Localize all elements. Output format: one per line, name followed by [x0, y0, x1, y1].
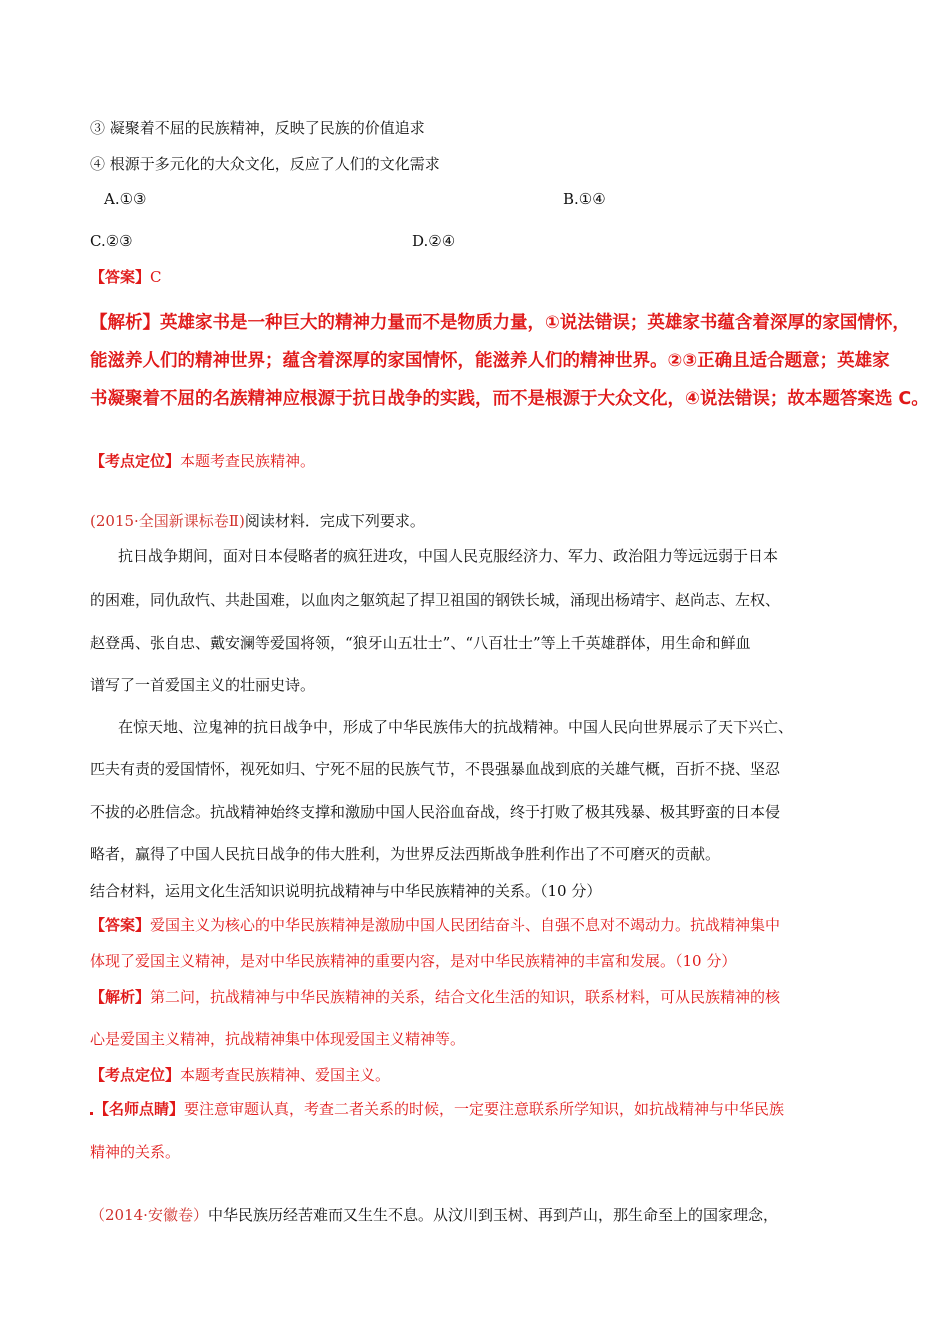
question2-mingshi-line-1: [94, 1098, 862, 1120]
question2-header: [90, 510, 862, 532]
question2-source: (2015·全国新课标卷Ⅱ): [90, 512, 245, 530]
option-d: D.②④: [412, 232, 456, 250]
question3-line: [90, 1204, 862, 1226]
para1-line-1: 抗日战争期间，面对日本侵略者的疯狂进攻，中国人民克服经济力、军力、政治阻力等远远弱于日本: [118, 547, 779, 565]
mingshi-tag: 【名师点睛】: [94, 1100, 185, 1118]
question1-kaodian: [90, 450, 862, 472]
answer-tag: 【答案】: [90, 268, 151, 286]
question2-prompt: 阅读材料．完成下列要求。: [244, 512, 425, 530]
question2-task: 结合材料，运用文化生活知识说明抗战精神与中华民族精神的关系。（10 分）: [90, 882, 602, 900]
question3-source: （2014·安徽卷）: [90, 1206, 208, 1224]
mingshi-text-1: 要注意审题认真，考查二者关系的时候，一定要注意联系所学知识，如抗战精神与中华民族: [184, 1100, 785, 1118]
question2-answer-line-1: [90, 914, 862, 936]
option-b: B.①④: [563, 190, 606, 208]
answer-value: C: [150, 268, 162, 286]
bullet-marker: [90, 1112, 93, 1115]
question2-mingshi-line-2: 精神的关系。: [90, 1143, 181, 1161]
answer-tag: 【答案】: [90, 916, 151, 934]
option-c: C.②③: [90, 232, 133, 250]
answer-text-1: 爱国主义为核心的中华民族精神是激励中国人民团结奋斗、自强不息对不竭动力。抗战精神集中: [150, 916, 781, 934]
kaodian-tag: 【考点定位】: [90, 452, 181, 470]
question2-jiexi-line-2: 心是爱国主义精神，抗战精神集中体现爱国主义精神等。: [90, 1030, 466, 1048]
question1-item-3: ③ 凝聚着不屈的民族精神，反映了民族的价值追求: [90, 119, 425, 137]
question2-jiexi-line-1: [90, 986, 862, 1008]
para1-line-3: 赵登禹、张自忠、戴安澜等爱国将领，“狼牙山五壮士”、“八百壮士”等上千英雄群体，用生命和鲜血: [90, 634, 751, 652]
para1-line-4: 谱写了一首爱国主义的壮丽史诗。: [90, 676, 316, 694]
kaodian-tag: 【考点定位】: [90, 1066, 181, 1084]
kaodian-text: 本题考查民族精神。: [180, 452, 316, 470]
option-a: A.①③: [104, 190, 147, 208]
para2-line-1: 在惊天地、泣鬼神的抗日战争中，形成了中华民族伟大的抗战精神。中国人民向世界展示了天下兴亡、: [118, 718, 794, 736]
question2-kaodian: [90, 1064, 862, 1086]
explanation-line-3: 书凝聚着不屈的名族精神应根源于抗日战争的实践，而不是根源于大众文化，④说法错误；故本题答案选 C。: [90, 389, 929, 409]
question1-answer: [90, 266, 862, 288]
jiexi-text-1: 第二问，抗战精神与中华民族精神的关系，结合文化生活的知识，联系材料，可从民族精神的核: [150, 988, 781, 1006]
explanation-line-1: 【解析】英雄家书是一种巨大的精神力量而不是物质力量，①说法错误；英雄家书蕴含着深厚的家国情怀，: [90, 313, 910, 333]
para2-line-4: 略者，赢得了中国人民抗日战争的伟大胜利，为世界反法西斯战争胜利作出了不可磨灭的贡献。: [90, 845, 721, 863]
question3-text: 中华民族历经苦难而又生生不息。从汶川到玉树、再到芦山，那生命至上的国家理念，: [207, 1206, 778, 1224]
jiexi-tag: 【解析】: [90, 988, 151, 1006]
para2-line-3: 不拔的必胜信念。抗战精神始终支撑和激励中国人民浴血奋战，终于打败了极其残暴、极其野蛮的日本侵: [90, 803, 781, 821]
para1-line-2: 的困难，同仇敌忾、共赴国难，以血肉之躯筑起了捍卫祖国的钢铁长城，涌现出杨靖宇、赵尚志、左权、: [90, 591, 781, 609]
para2-line-2: 匹夫有责的爱国情怀，视死如归、宁死不屈的民族气节，不畏强暴血战到底的关雄气概，百折不挠、坚忍: [90, 760, 781, 778]
explanation-line-2: 能滋养人们的精神世界；蕴含着深厚的家国情怀，能滋养人们的精神世界。②③正确且适合题意；英雄家: [90, 351, 890, 371]
question2-answer-line-2: 体现了爱国主义精神，是对中华民族精神的重要内容，是对中华民族精神的丰富和发展。（10 分）: [90, 952, 737, 970]
kaodian-text: 本题考查民族精神、爱国主义。: [180, 1066, 391, 1084]
question1-item-4: ④ 根源于多元化的大众文化，反应了人们的文化需求: [90, 155, 440, 173]
